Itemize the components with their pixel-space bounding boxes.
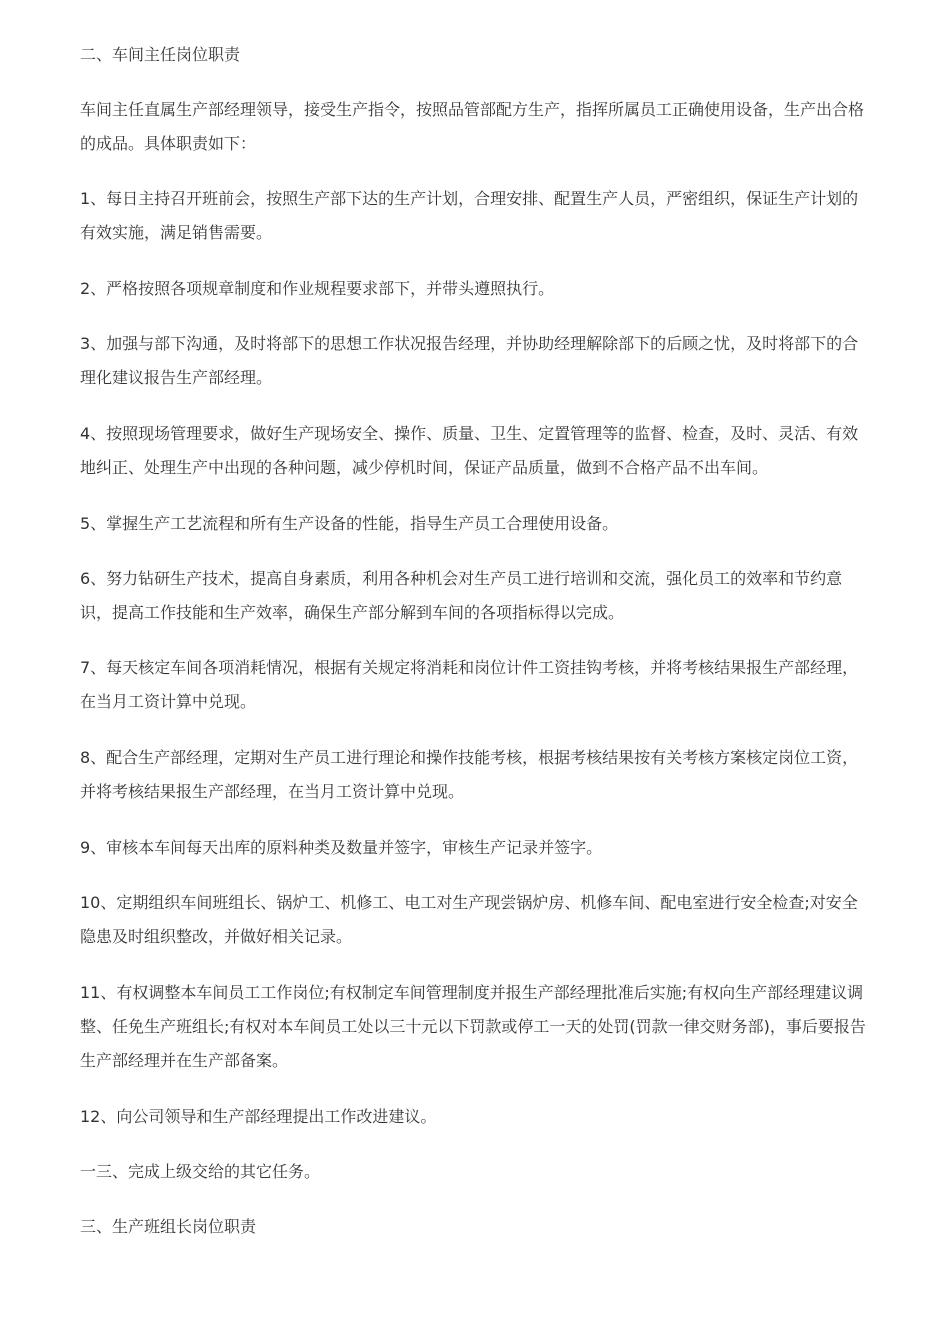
duty-item-4: 4、按照现场管理要求，做好生产现场安全、操作、质量、卫生、定置管理等的监督、检查，及时、灵活、有效地纠正、处理生产中出现的各种问题，减少停机时间，保证产品质量，做到不合格产品不出车间。 — [80, 424, 859, 477]
duty-item-6: 6、努力钻研生产技术，提高自身素质，利用各种机会对生产员工进行培训和交流，强化员工的效率和节约意识，提高工作技能和生产效率，确保生产部分解到车间的各项指标得以完成。 — [80, 569, 843, 622]
duty-item-12: 12、向公司领导和生产部经理提出工作改进建议。 — [80, 1107, 437, 1126]
duty-item-7: 7、每天核定车间各项消耗情况，根据有关规定将消耗和岗位计件工资挂钩考核，并将考核结果报生产部经理，在当月工资计算中兑现。 — [80, 658, 859, 711]
duty-item-3: 3、加强与部下沟通，及时将部下的思想工作状况报告经理，并协助经理解除部下的后顾之忧，及时将部下的合理化建议报告生产部经理。 — [80, 334, 859, 387]
duty-item-8: 8、配合生产部经理，定期对生产员工进行理论和操作技能考核，根据考核结果按有关考核方案核定岗位工资，并将考核结果报生产部经理，在当月工资计算中兑现。 — [80, 748, 859, 801]
duty-item-10: 10、定期组织车间班组长、锅炉工、机修工、电工对生产现尝锅炉房、机修车间、配电室进行安全检查;对安全隐患及时组织整改，并做好相关记录。 — [80, 893, 858, 946]
duty-item-1: 1、每日主持召开班前会，按照生产部下达的生产计划，合理安排、配置生产人员，严密组织，保证生产计划的有效实施，满足销售需要。 — [80, 189, 859, 242]
duty-item-2: 2、严格按照各项规章制度和作业规程要求部下，并带头遵照执行。 — [80, 279, 555, 298]
section-heading-workshop-director: 二、车间主任岗位职责 — [80, 45, 241, 64]
section-heading-team-leader: 三、生产班组长岗位职责 — [80, 1217, 257, 1236]
duty-item-11: 11、有权调整本车间员工工作岗位;有权制定车间管理制度并报生产部经理批准后实施;有权向生产部经理建议调整、任免生产班组长;有权对本车间员工处以三十元以下罚款或停工一天的处罚(罚款一律交财务部)，事后要报告生产部经理并在生产部备案。 — [80, 983, 866, 1070]
duty-item-5: 5、掌握生产工艺流程和所有生产设备的性能，指导生产员工合理使用设备。 — [80, 514, 619, 533]
duty-item-9: 9、审核本车间每天出库的原料种类及数量并签字，审核生产记录并签字。 — [80, 838, 603, 857]
intro-paragraph: 车间主任直属生产部经理领导，接受生产指令，按照品管部配方生产，指挥所属员工正确使用设备，生产出合格的成品。具体职责如下： — [80, 100, 865, 153]
duty-item-13: 一三、完成上级交给的其它任务。 — [80, 1162, 321, 1181]
